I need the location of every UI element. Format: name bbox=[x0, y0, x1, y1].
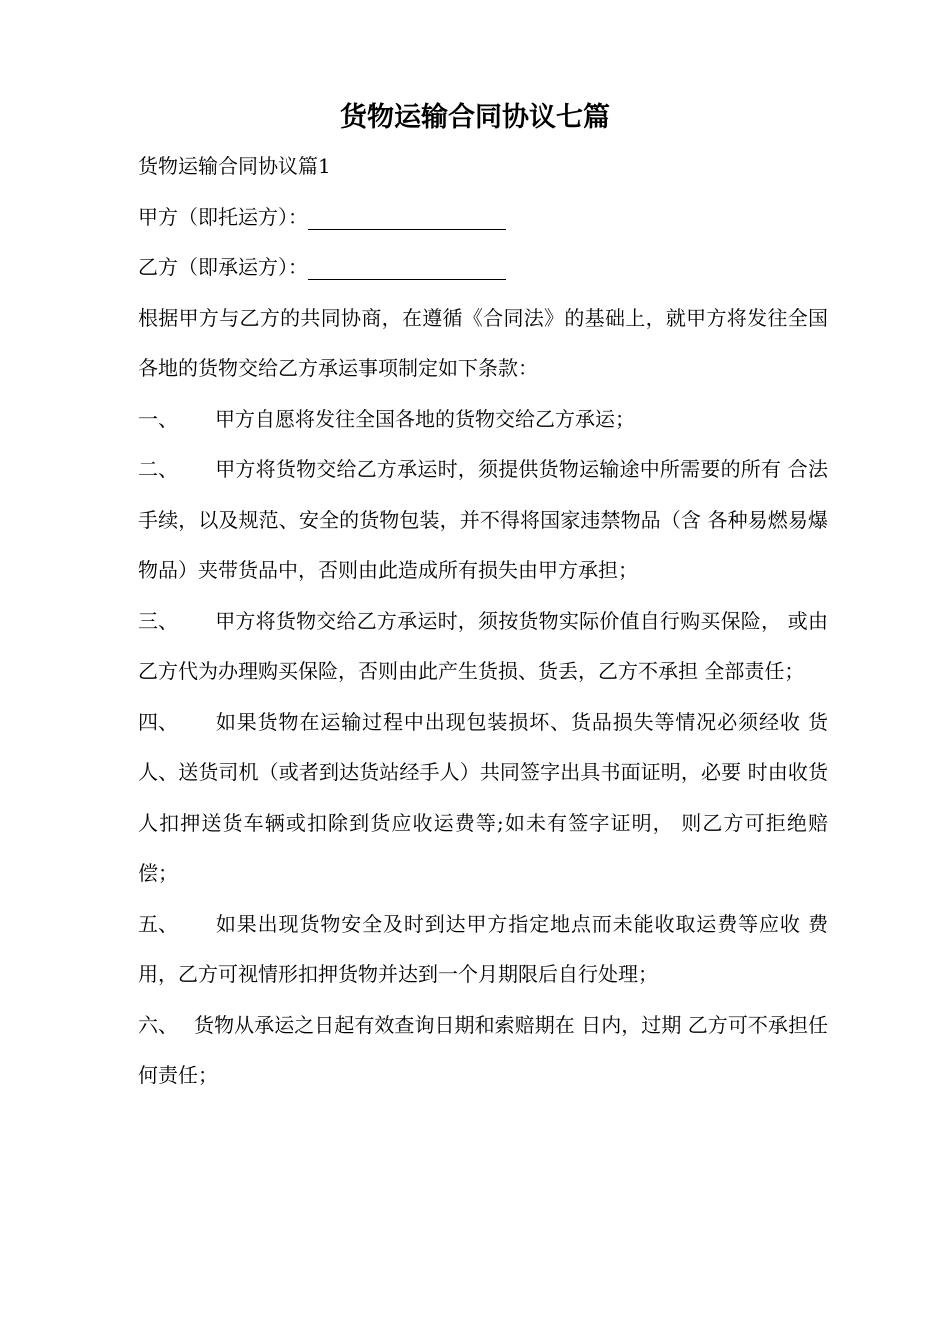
clause-5 bbox=[138, 899, 828, 1000]
document-body bbox=[138, 141, 828, 1101]
party-b-line bbox=[138, 242, 828, 293]
clause-text: 甲方自愿将发往全国各地的货物交给乙方承运； bbox=[215, 406, 635, 431]
clause-text: 甲方将货物交给乙方承运时，须提供货物运输途中所需要的所有 合法手续，以及规范、安全的货物包装，并不得将国家违禁物品（含 各种易燃易爆物品）夹带货品中，否则由此造成所有损失由甲方承担； bbox=[138, 457, 828, 582]
clause-number: 四、 bbox=[138, 709, 178, 734]
clause-2 bbox=[138, 444, 828, 596]
clause-text: 如果出现货物安全及时到达甲方指定地点而未能收取运费等应收 费用，乙方可视情形扣押货物并达到一个月期限后自行处理； bbox=[138, 911, 828, 986]
section-heading: 货物运输合同协议篇1 bbox=[138, 154, 331, 178]
party-a-line bbox=[138, 192, 828, 243]
clause-number: 二、 bbox=[138, 457, 178, 481]
clause-number: 一、 bbox=[138, 406, 178, 431]
document-title: 货物运输合同协议七篇 bbox=[340, 102, 610, 133]
clause-text: 甲方将货物交给乙方承运时，须按货物实际价值自行购买保险， 或由乙方代为办理购买保险，否则由此产生货损、货丢，乙方不承担 全部责任； bbox=[138, 608, 828, 683]
party-a-label: 甲方（即托运方）： bbox=[138, 204, 308, 229]
party-a-blank[interactable] bbox=[308, 228, 506, 230]
intro-paragraph: 根据甲方与乙方的共同协商，在遵循《合同法》的基础上，就甲方将发往全国各地的货物交给乙方承运事项制定如下条款： bbox=[138, 305, 828, 380]
clause-number: 三、 bbox=[138, 608, 178, 633]
clause-text: 货物从承运之日起有效查询日期和索赔期在 日内，过期 乙方可不承担任何责任； bbox=[138, 1012, 828, 1087]
clause-1 bbox=[138, 394, 828, 445]
clause-text: 如果货物在运输过程中出现包装损坏、货品损失等情况必须经收 货人、送货司机（或者到达货站经手人）共同签字出具书面证明，必要 时由收货人扣押送货车辆或扣除到货应收运费等;如未有签字证明， 则乙方可拒绝赔偿； bbox=[138, 709, 828, 885]
party-b-blank[interactable] bbox=[308, 278, 506, 280]
clause-6 bbox=[138, 1000, 828, 1101]
clause-3 bbox=[138, 596, 828, 697]
clause-4 bbox=[138, 697, 828, 899]
party-b-label: 乙方（即承运方）： bbox=[138, 255, 308, 279]
clause-number: 五、 bbox=[138, 911, 178, 936]
clause-number: 六、 bbox=[138, 1012, 178, 1037]
